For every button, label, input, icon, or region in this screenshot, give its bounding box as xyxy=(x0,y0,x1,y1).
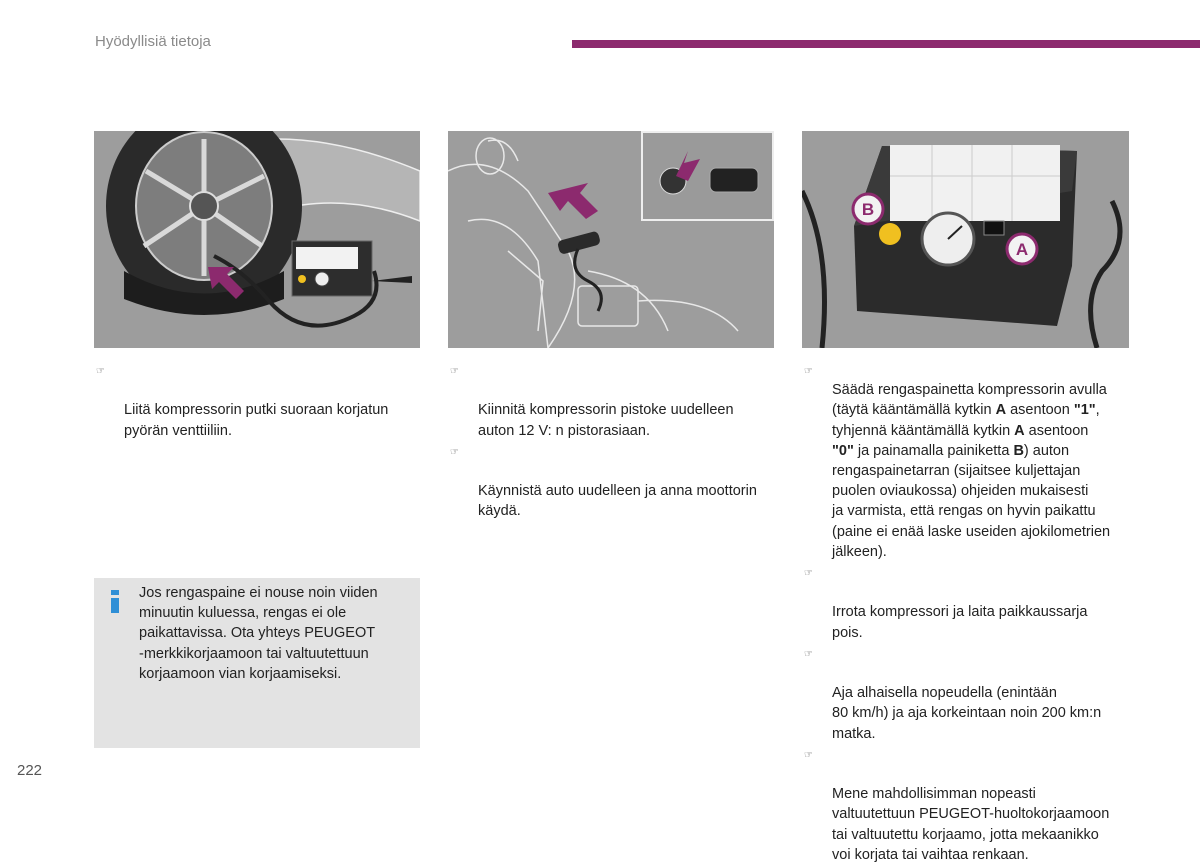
hand-pointer-icon: ☞ xyxy=(96,366,105,377)
column-2-instructions xyxy=(448,360,778,522)
instruction-text: Säädä rengaspainetta kompressorin avulla (täytä kääntämällä kytkin A asentoon "1", tyhjennä kääntämällä kytkin A asentoon "0" ja painamalla painiketta B) auton rengaspainetarran (sijaitsee kuljettajan puolen oviaukossa) ohjeiden mukaisesti ja varmista, että rengas on hyvin paikattu (paine ei enää laske useiden ajokilometrien jälkeen). xyxy=(832,382,1111,560)
instruction-item xyxy=(448,360,778,441)
column-1-instructions xyxy=(94,360,420,441)
instruction-item xyxy=(94,360,420,441)
instruction-item xyxy=(802,744,1142,865)
info-icon xyxy=(111,590,120,612)
instruction-item xyxy=(448,441,778,522)
instruction-text: Käynnistä auto uudelleen ja anna moottorin käydä. xyxy=(478,483,757,520)
hand-pointer-icon: ☞ xyxy=(450,366,459,377)
hand-pointer-icon: ☞ xyxy=(804,568,813,580)
instruction-text: Kiinnitä kompressorin pistoke uudelleen auton 12 V: n pistorasiaan. xyxy=(478,402,734,439)
info-note-box xyxy=(94,578,420,748)
instruction-item xyxy=(802,360,1142,562)
hand-pointer-icon: ☞ xyxy=(804,749,813,761)
figure-plug-socket xyxy=(448,131,774,348)
instruction-text: Mene mahdollisimman nopeasti valtuutettuun PEUGEOT-huoltokorjaamoon tai valtuutettu korjaamo, jotta mekaanikko voi korjata tai vaihtaa renkaan. xyxy=(832,786,1110,863)
instruction-text: Irrota kompressori ja laita paikkaussarja pois. xyxy=(832,604,1088,641)
hand-pointer-icon: ☞ xyxy=(450,446,459,458)
page-number: 222 xyxy=(17,762,43,779)
instruction-item xyxy=(802,562,1142,643)
instruction-text: Liitä kompressorin putki suoraan korjatun pyörän venttiiliin. xyxy=(124,402,389,439)
column-3-instructions xyxy=(802,360,1142,865)
figure-tyre-hose xyxy=(94,131,420,348)
info-note-text: Jos rengaspaine ei nouse noin viiden minuutin kuluessa, rengas ei ole paikattavissa. Ota yhteys PEUGEOT -merkkikorjaamoon tai valtuutettuun korjaamoon vian korjaamiseksi. xyxy=(139,585,378,682)
hand-pointer-icon: ☞ xyxy=(804,648,813,660)
instruction-item xyxy=(802,643,1142,744)
section-title: Hyödyllisiä tietoja xyxy=(95,33,211,50)
header-accent-bar xyxy=(572,40,1200,48)
callout-b: B xyxy=(861,200,875,219)
hand-pointer-icon: ☞ xyxy=(804,366,813,377)
callout-a: A xyxy=(1015,240,1029,259)
figure-compressor-controls xyxy=(802,131,1129,348)
instruction-text: Aja alhaisella nopeudella (enintään 80 km/h) ja aja korkeintaan noin 200 km:n matka. xyxy=(832,685,1102,742)
